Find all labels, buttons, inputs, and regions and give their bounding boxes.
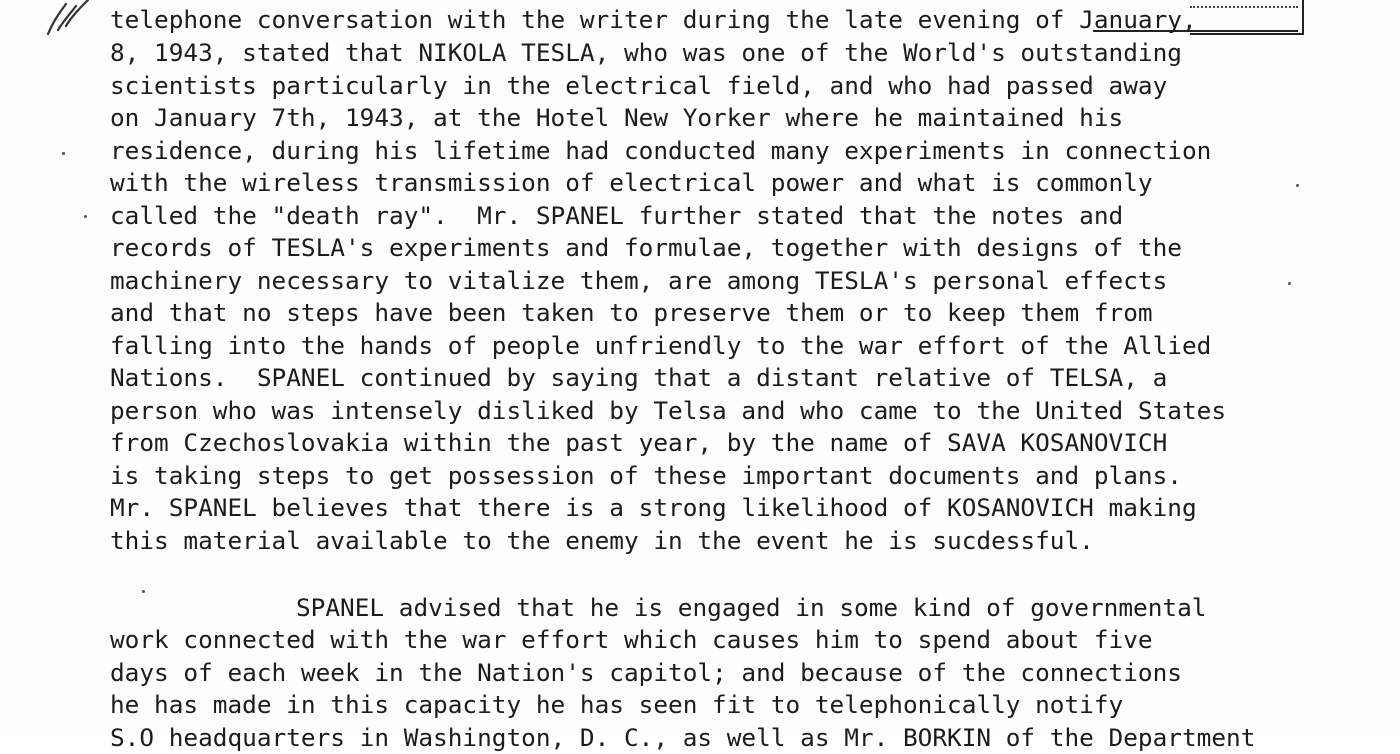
text-line-1: telephone conversation with the writer during the late evening of January, xyxy=(110,5,1197,34)
text-line-15: is taking steps to get possession of these important documents and plans. xyxy=(110,461,1182,490)
handwritten-mark-icon xyxy=(40,0,110,60)
paragraph2-line-5: S.O headquarters in Washington, D. C., as well as Mr. BORKIN of the Department xyxy=(110,723,1256,752)
text-line-8: records of TESLA's experiments and formulae, together with designs of the xyxy=(110,233,1182,262)
scan-speck xyxy=(84,215,87,218)
text-line-7: called the "death ray". Mr. SPANEL further stated that the notes and xyxy=(110,201,1124,230)
scan-speck xyxy=(62,152,65,155)
text-line-4: on January 7th, 1943, at the Hotel New Yorker where he maintained his xyxy=(110,103,1124,132)
text-line-3: scientists particularly in the electrical field, and who had passed away xyxy=(110,71,1168,100)
text-line-13: person who was intensely disliked by Telsa and who came to the United States xyxy=(110,396,1227,425)
text-line-2: 8, 1943, stated that NIKOLA TESLA, who was one of the World's outstanding xyxy=(110,38,1182,67)
text-line-12: Nations. SPANEL continued by saying that a distant relative of TELSA, a xyxy=(110,363,1168,392)
text-line-10: and that no steps have been taken to preserve them or to keep them from xyxy=(110,298,1153,327)
paragraph2-line-1: SPANEL advised that he is engaged in some kind of governmental xyxy=(296,593,1207,622)
text-line-14: from Czechoslovakia within the past year, by the name of SAVA KOSANOVICH xyxy=(110,428,1168,457)
scan-speck xyxy=(1288,282,1291,285)
scan-speck xyxy=(1296,184,1299,187)
text-line-5: residence, during his lifetime had conducted many experiments in connection xyxy=(110,136,1212,165)
text-line-16: Mr. SPANEL believes that there is a strong likelihood of KOSANOVICH making xyxy=(110,493,1197,522)
paragraph2-line-3: days of each week in the Nation's capitol; and because of the connections xyxy=(110,658,1182,687)
text-line-9: machinery necessary to vitalize them, are among TESLA's personal effects xyxy=(110,266,1168,295)
text-line-17: this material available to the enemy in the event he is sucdessful. xyxy=(110,526,1094,555)
paragraph2-line-2: work connected with the war effort which causes him to spend about five xyxy=(110,625,1153,654)
paragraph2-line-4: he has made in this capacity he has seen fit to telephonically notify xyxy=(110,690,1124,719)
text-line-11: falling into the hands of people unfriendly to the war effort of the Allied xyxy=(110,331,1212,360)
scan-speck xyxy=(142,590,145,593)
text-line-6: with the wireless transmission of electrical power and what is commonly xyxy=(110,168,1153,197)
